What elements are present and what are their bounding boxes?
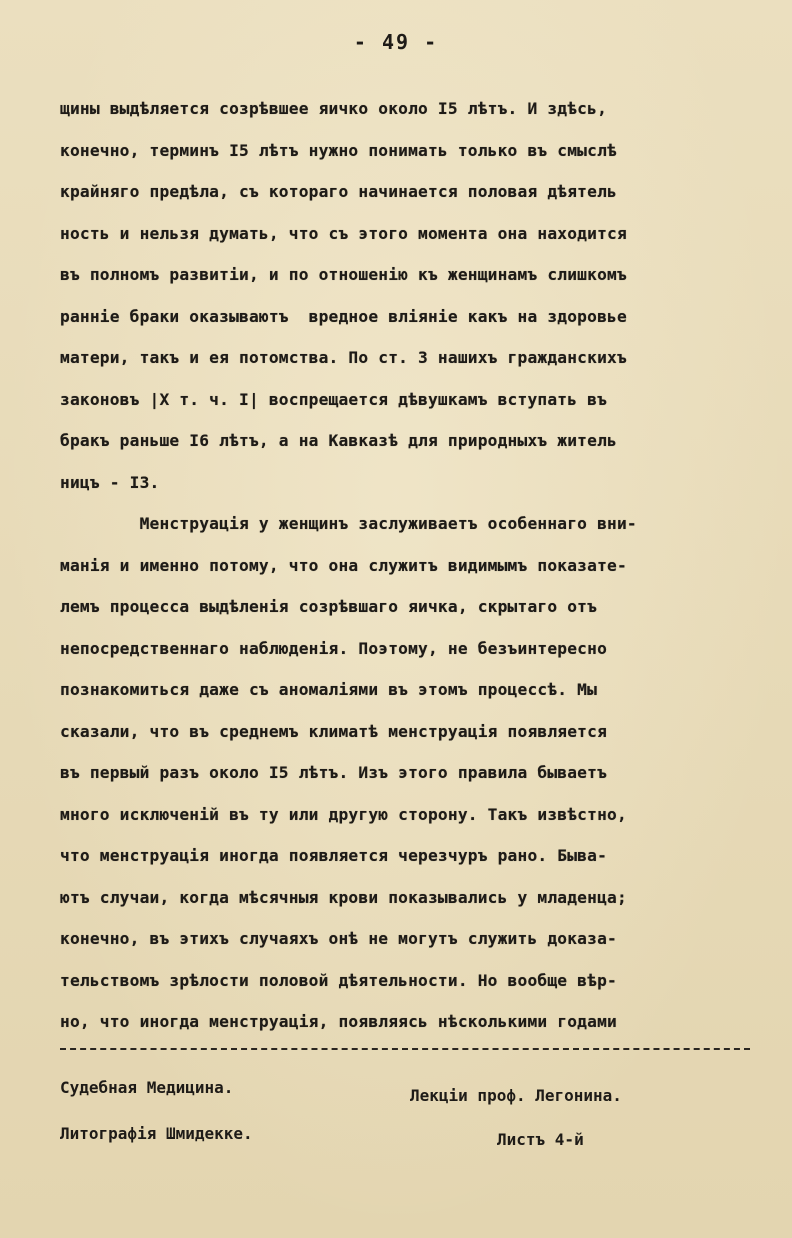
text-line: щины выдѣляется созрѣвшее яичко около I5 лѣтъ. И здѣсь, [60,99,608,118]
footer-lecturer: Лекцiи проф. Легонина. [410,1086,622,1105]
text-line: тельствомъ зрѣлости половой дѣятельности. Но вообще вѣр- [60,970,617,990]
text-line: бракъ раньше I6 лѣтъ, а на Кавказѣ для природныхъ житель [60,431,617,450]
text-line: сказали, что въ среднемъ климатѣ менструацiя появляется [60,721,608,741]
text-line: ницъ - I3. [60,472,160,492]
footer-sheet-number: Листъ 4-й [497,1130,584,1149]
text-line: конечно, терминъ I5 лѣтъ нужно понимать только въ смыслѣ [60,140,617,160]
text-line: лемъ процесса выдѣленiя созрѣвшаго яичка, скрытаго отъ [60,597,598,616]
text-line: ютъ случаи, когда мѣсячныя крови показывались у младенца; [60,887,627,907]
text-line: конечно, въ этихъ случаяхъ онѣ не могутъ служить доказа- [60,929,617,948]
text-line: манiя и именно потому, что она служитъ видимымъ показате- [60,555,627,575]
text-line: но, что иногда менструацiя, появляясь нѣсколькими годами [60,1012,617,1031]
text-line: законовъ |X т. ч. I| воспрещается дѣвушкамъ вступать въ [60,389,608,409]
body-text [60,88,780,1043]
page-number: - 49 - [353,30,439,54]
footer-course-title: Судебная Медицина. [60,1078,234,1097]
text-line: раннiе браки оказываютъ вредное влiянiе какъ на здоровье [60,306,627,326]
footer-separator [60,1048,750,1050]
text-line: непосредственнаго наблюденiя. Поэтому, не безъинтересно [60,638,608,658]
text-line: много исключенiй въ ту или другую сторону. Такъ извѣстно, [60,804,627,824]
text-line: ность и нельзя думать, что съ этого момента она находится [60,223,627,243]
text-line: въ полномъ развитiи, и по отношенiю къ женщинамъ слишкомъ [60,265,627,284]
text-line: крайняго предѣла, съ котораго начинается половая дѣятель [60,182,617,201]
text-line: что менструацiя иногда появляется черезчуръ рано. Быва- [60,846,608,865]
text-line: Менструацiя у женщинъ заслуживаетъ особеннаго вни- [60,514,637,533]
text-line: матери, такъ и ея потомства. По ст. 3 нашихъ гражданскихъ [60,348,627,367]
text-line: познакомиться даже съ аномалiями въ этомъ процессѣ. Мы [60,680,598,699]
footer-publisher: Литографiя Шмидекке. [60,1124,253,1143]
text-line: въ первый разъ около I5 лѣтъ. Изъ этого правила бываетъ [60,763,608,782]
